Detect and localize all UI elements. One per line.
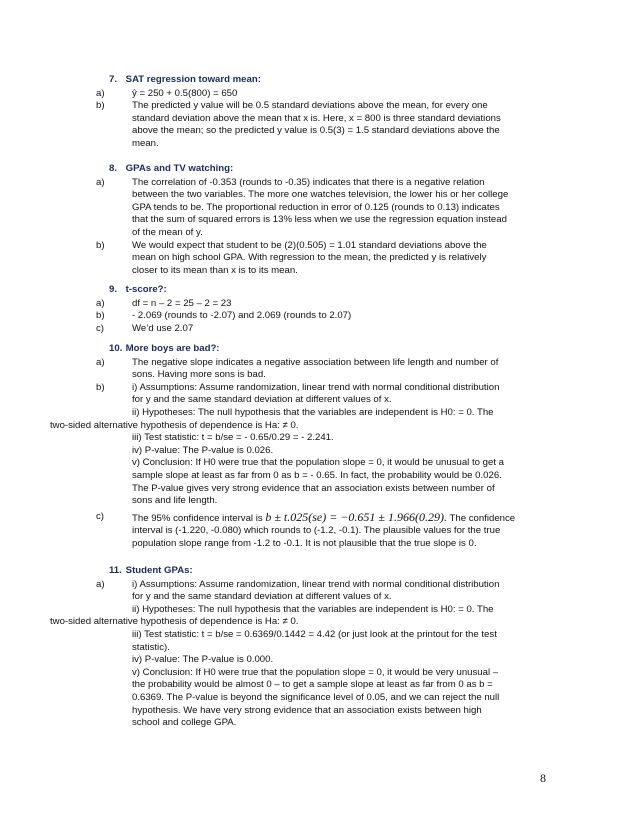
section-9 [96, 284, 546, 335]
section-11 [50, 565, 546, 730]
section-7 [96, 74, 546, 151]
list-item: b) - 2.069 (rounds to -2.07) and 2.069 (rounds to 2.07) [96, 310, 352, 322]
list-item: b) i) Assumptions: Assume randomization, linear trend with normal conditional distribution for y and the same standard deviation at different values of x. ii) Hypotheses: The null hypothesis that the variables are independent is H0: = 0. The two-sided alternative hypothesis of dependence is Ha: ≠ 0. iii) Test statistic: t = b/se = - 0.65/0.29 = - 2.241. iv) P-value: The P-value is 0.026. v) Conclusion: If H0 were true that the population slope = 0, it would be unusual to get a sample slope at least as far from 0 as b = - 0.65. In fact, the probability would be 0.026. The P-value gives very strong evidence that an association exists between number of sons and life length. [50, 381, 504, 507]
section-8 [96, 163, 546, 277]
list-item: a) i) Assumptions: Assume randomization, linear trend with normal conditional distribution for y and the same standard deviation at different values of x. ii) Hypotheses: The null hypothesis that the variables are independent is H0: = 0. The two-sided alternative hypothesis of dependence is Ha: ≠ 0. iii) Test statistic: t = b/se = 0.6369/0.1442 = 4.42 (or just look at the printout for the test statistic). iv) P-value: The P-value is 0.000. v) Conclusion: If H0 were true that the population slope = 0, it would be very unusual – the probability would be almost 0 – to get a sample slope at least as far from 0 as b = 0.6369. The P-value is beyond the significance level of 0.05, and we can reject the null hypothesis. We have very strong evidence that an association exists between high school and college GPA. [50, 578, 500, 729]
section-heading: 10. More boys are bad?: [109, 343, 220, 354]
section-heading: 9. t-score?: [109, 284, 167, 295]
confidence-interval-formula: b ± t.025(se) = −0.651 ± 1.966(0.29). [265, 509, 448, 524]
list-item: b) We would expect that student to be (2)(0.505) = 1.01 standard deviations above the mean on high school GPA. With regression to the mean, the predicted y is relatively closer to its mean than x is to its mean. [96, 239, 487, 276]
list-item: c) We’d use 2.07 [96, 322, 194, 334]
section-10 [50, 343, 546, 551]
section-heading: 8. GPAs and TV watching: [109, 163, 234, 174]
list-item: a) The correlation of -0.353 (rounds to -0.35) indicates that there is a negative relation between the two variables. The more one watches television, the lower his or her college GPA tends to be. The proportional reduction in error of 0.125 (rounds to 0.13) indicates that the sum of squared errors is 13% less when we use the regression equation instead of the mean of y. [96, 176, 509, 238]
list-item: c) The 95% confidence interval is b ± t.025(se) = −0.651 ± 1.966(0.29). The confidence interval is (-1.220, -0.080) which rounds to (-1.2, -0.1). The plausible values for the true population slope range from -1.2 to -0.1. It is not plausible that the true slope is 0. [96, 511, 546, 551]
list-item: a) ŷ = 250 + 0.5(800) = 650 [96, 87, 238, 99]
list-item: b) The predicted y value will be 0.5 standard deviations above the mean, for every one standard deviation above the mean that x is. Here, x = 800 is three standard deviations above the mean; so the predicted y value is 0.5(3) = 1.5 standard deviations above the mean. [96, 100, 501, 149]
list-item: a) df = n – 2 = 25 – 2 = 23 [96, 297, 232, 309]
confidence-interval-line: The 95% confidence interval is b ± t.025(se) = −0.651 ± 1.966(0.29). The confidence [132, 509, 516, 524]
section-heading: 7. SAT regression toward mean: [109, 74, 261, 85]
section-heading: 11. Student GPAs: [109, 565, 193, 576]
page-number: 8 [540, 771, 546, 785]
list-item: a) The negative slope indicates a negative association between life length and number of sons. Having more sons is bad. [96, 356, 499, 381]
